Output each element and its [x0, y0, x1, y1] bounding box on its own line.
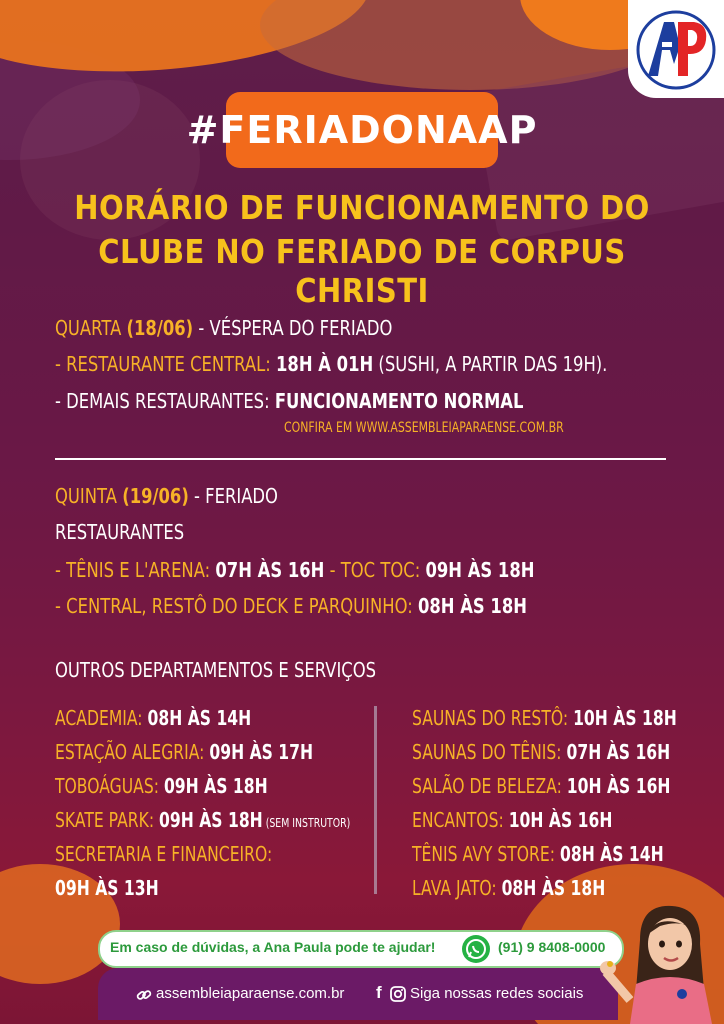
- heading-label: - FERIADO: [188, 484, 278, 508]
- row-hours: 07H ÀS 16H: [215, 558, 325, 582]
- hashtag-text: #FERIADONAAP: [186, 108, 538, 152]
- service-hours: 10H ÀS 16H: [566, 774, 671, 798]
- facebook-icon[interactable]: f: [376, 983, 382, 1002]
- service-hours: 09H ÀS 17H: [209, 740, 314, 764]
- service-item: [55, 876, 159, 900]
- wednesday-others-row: [55, 389, 523, 413]
- service-item: [55, 706, 251, 730]
- date-label: (19/06): [122, 484, 189, 508]
- thursday-tenis-row: [55, 558, 534, 582]
- service-item: [55, 740, 313, 764]
- phone-number[interactable]: (91) 9 8408-0000: [498, 939, 606, 955]
- hashtag-badge: [186, 92, 538, 168]
- page-title-line-1: HORÁRIO DE FUNCIONAMENTO DO: [74, 188, 650, 227]
- service-item: [412, 842, 664, 866]
- row-label: - RESTAURANTE CENTRAL:: [55, 352, 277, 376]
- service-label: TOBOÁGUAS:: [55, 774, 164, 798]
- social-text: Siga nossas redes sociais: [410, 985, 584, 1002]
- service-hours: 10H ÀS 16H: [508, 808, 613, 832]
- row-note: (SUSHI, A PARTIR DAS 19H).: [373, 352, 608, 376]
- row-label: - DEMAIS RESTAURANTES:: [55, 389, 275, 413]
- row-value: FUNCIONAMENTO NORMAL: [274, 389, 524, 413]
- instagram-icon[interactable]: [390, 986, 406, 1007]
- link-icon: [136, 987, 152, 1008]
- page-title-line-2: CLUBE NO FERIADO DE CORPUS CHRISTI: [98, 232, 626, 310]
- service-item: [55, 842, 272, 866]
- website-link[interactable]: assembleiaparaense.com.br: [156, 985, 345, 1002]
- service-item: [55, 808, 350, 832]
- day-label: QUARTA: [55, 316, 127, 340]
- service-item: [55, 774, 268, 798]
- help-text: Em caso de dúvidas, a Ana Paula pode te ajudar!: [110, 939, 436, 955]
- service-item: [412, 808, 612, 832]
- service-item: [412, 774, 670, 798]
- service-hours: 07H ÀS 16H: [566, 740, 671, 764]
- other-services-title: OUTROS DEPARTAMENTOS E SERVIÇOS: [55, 658, 377, 682]
- assistant-avatar: [600, 900, 724, 1024]
- date-label: (18/06): [126, 316, 194, 340]
- row-hours: 08H ÀS 18H: [417, 594, 527, 618]
- whatsapp-icon[interactable]: [462, 935, 490, 963]
- service-label: ENCANTOS:: [412, 808, 509, 832]
- service-note: (SEM INSTRUTOR): [262, 816, 351, 830]
- service-label: SALÃO DE BELEZA:: [412, 774, 567, 798]
- row-label: - TOC TOC:: [324, 558, 426, 582]
- service-item: [412, 876, 605, 900]
- column-divider: [374, 706, 377, 894]
- service-label: SECRETARIA E FINANCEIRO:: [55, 842, 273, 866]
- service-hours: 09H ÀS 13H: [55, 876, 159, 900]
- service-hours: 09H ÀS 18H: [163, 774, 268, 798]
- club-logo: [628, 0, 724, 98]
- service-label: SAUNAS DO TÊNIS:: [412, 740, 567, 764]
- service-hours: 08H ÀS 18H: [501, 876, 606, 900]
- thursday-central-row: [55, 594, 527, 618]
- service-item: [412, 740, 670, 764]
- website-note: CONFIRA EM WWW.ASSEMBLEIAPARAENSE.COM.BR: [284, 420, 564, 436]
- help-banner[interactable]: [98, 930, 624, 968]
- service-hours: 09H ÀS 18H: [159, 808, 263, 832]
- restaurants-title: RESTAURANTES: [55, 520, 185, 544]
- divider: [55, 458, 666, 460]
- service-label: SAUNAS DO RESTÔ:: [412, 706, 574, 730]
- thursday-heading: [55, 484, 278, 508]
- footer-bar: [98, 968, 618, 1020]
- service-label: TÊNIS AVY STORE:: [412, 842, 560, 866]
- row-hours: 09H ÀS 18H: [425, 558, 535, 582]
- row-label: - TÊNIS E L'ARENA:: [55, 558, 216, 582]
- ap-logo-icon: [634, 6, 718, 92]
- service-hours: 10H ÀS 18H: [573, 706, 677, 730]
- service-hours: 08H ÀS 14H: [147, 706, 252, 730]
- service-hours: 08H ÀS 14H: [559, 842, 664, 866]
- heading-label: - VÉSPERA DO FERIADO: [193, 316, 393, 340]
- service-label: SKATE PARK:: [55, 808, 160, 832]
- wednesday-central-row: [55, 352, 607, 376]
- day-label: QUINTA: [55, 484, 123, 508]
- service-item: [412, 706, 677, 730]
- wednesday-heading: [55, 316, 392, 340]
- row-label: - CENTRAL, RESTÔ DO DECK E PARQUINHO:: [55, 594, 418, 618]
- row-hours: 18H À 01H: [276, 352, 374, 376]
- service-label: LAVA JATO:: [412, 876, 502, 900]
- service-label: ESTAÇÃO ALEGRIA:: [55, 740, 210, 764]
- service-label: ACADEMIA:: [55, 706, 148, 730]
